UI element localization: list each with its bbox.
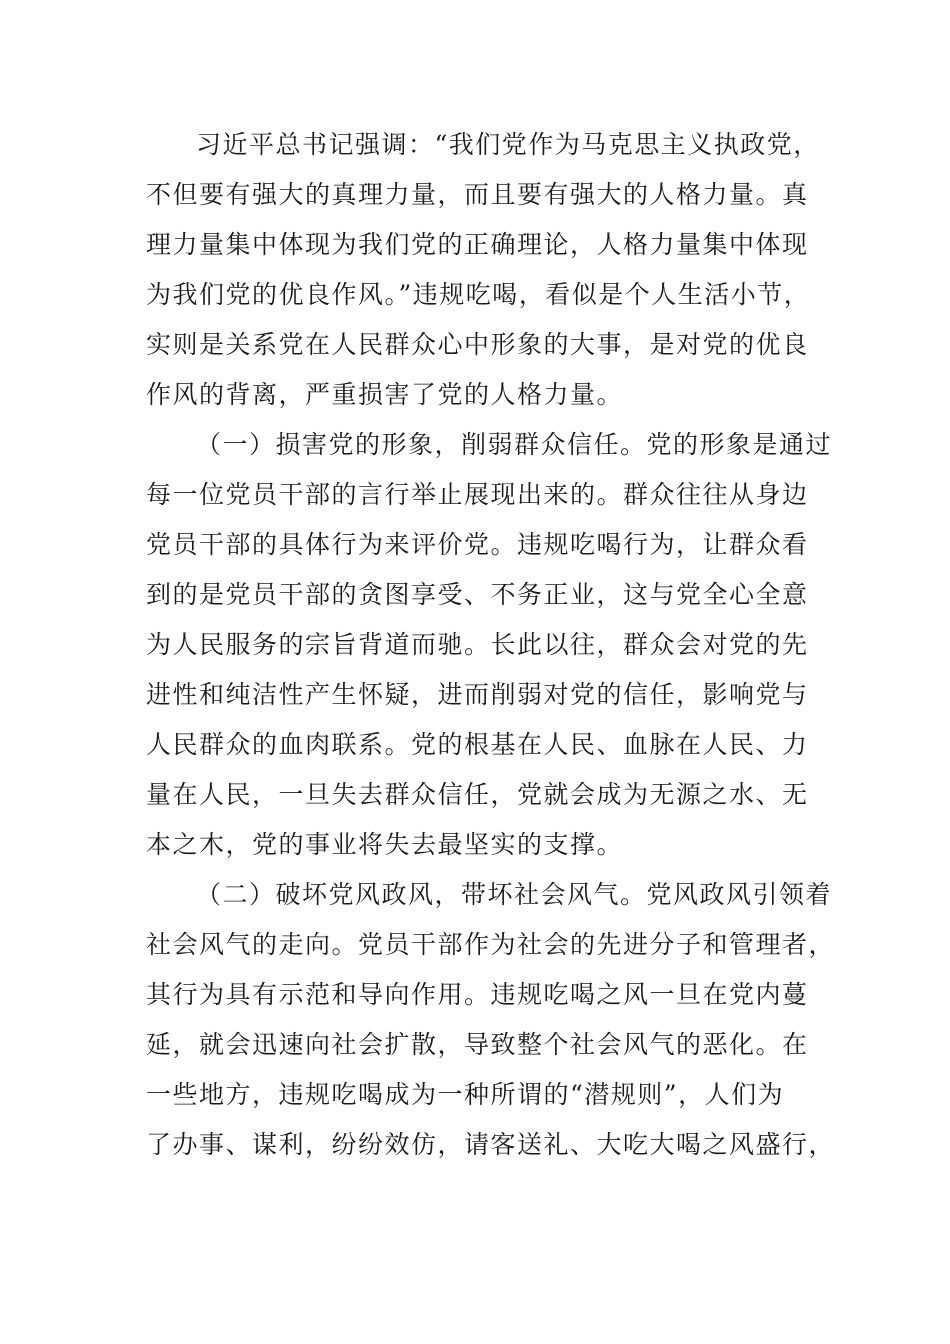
text-line: 为我们党的优良作风。”违规吃喝，看似是个人生活小节， [146, 280, 811, 309]
text-line: 不但要有强大的真理力量，而且要有强大的人格力量。真 [146, 180, 809, 209]
text-line: 到的是党员干部的贪图享受、不务正业，这与党全心全意 [146, 580, 809, 609]
text-line: 习近平总书记强调：“我们党作为马克思主义执政党， [196, 130, 820, 159]
text-line: 每一位党员干部的言行举止展现出来的。群众往往从身边 [146, 480, 809, 509]
text-line: 理力量集中体现为我们党的正确理论，人格力量集中体现 [146, 230, 809, 259]
paragraph-section-2 [146, 870, 836, 1170]
text-line: 实则是关系党在人民群众心中形象的大事，是对党的优良 [146, 330, 809, 359]
text-line: 其行为具有示范和导向作用。违规吃喝之风一旦在党内蔓 [146, 980, 809, 1009]
text-line: （一）损害党的形象，削弱群众信任。党的形象是通过 [196, 430, 833, 459]
text-line: 了办事、谋利，纷纷效仿，请客送礼、大吃大喝之风盛行， [146, 1130, 836, 1159]
text-line: 党员干部的具体行为来评价党。违规吃喝行为，让群众看 [146, 530, 809, 559]
text-line: 延，就会迅速向社会扩散，导致整个社会风气的恶化。在 [146, 1030, 809, 1059]
paragraph-intro [146, 120, 820, 420]
text-line: 社会风气的走向。党员干部作为社会的先进分子和管理者， [146, 930, 836, 959]
document-body [146, 120, 836, 1170]
text-line: 为人民服务的宗旨背道而驰。长此以往，群众会对党的先 [146, 630, 809, 659]
text-line: 一些地方，违规吃喝成为一种所谓的“潜规则”，人们为 [146, 1080, 785, 1109]
paragraph-section-1 [146, 420, 833, 870]
text-line: 作风的背离，严重损害了党的人格力量。 [146, 380, 624, 409]
text-line: 本之木，党的事业将失去最坚实的支撑。 [146, 830, 624, 859]
text-line: 量在人民，一旦失去群众信任，党就会成为无源之水、无 [146, 780, 809, 809]
text-line: 人民群众的血肉联系。党的根基在人民、血脉在人民、力 [146, 730, 809, 759]
text-line: （二）破坏党风政风，带坏社会风气。党风政风引领着 [196, 880, 833, 909]
text-line: 进性和纯洁性产生怀疑，进而削弱对党的信任，影响党与 [146, 680, 809, 709]
